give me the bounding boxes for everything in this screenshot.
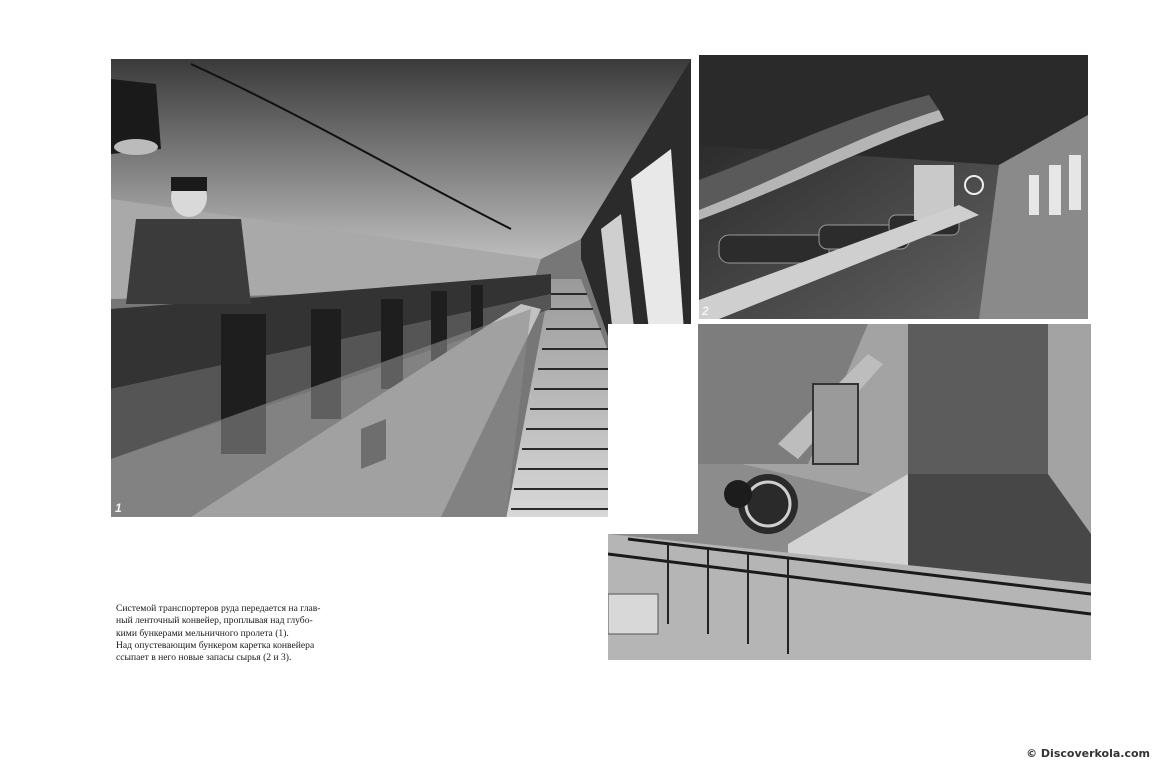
- watermark: © Discoverkola.com: [1026, 747, 1150, 760]
- caption-line: Системой транспортеров руда передается на глав-: [116, 603, 321, 614]
- caption-line: ный ленточный конвейер, проплывая над глубо-: [116, 615, 313, 627]
- photo-conveyor-belt: [699, 55, 1088, 319]
- tripper-carriage-image: [608, 324, 1091, 660]
- conveyor-belt-image: [699, 55, 1088, 319]
- photo-tripper-carriage: [608, 324, 1091, 660]
- photo-caption: [116, 603, 358, 664]
- caption-line: ссыпает в него новые запасы сырья (2 и 3).: [116, 652, 292, 664]
- photo-number: 1: [115, 501, 122, 515]
- conveyor-gallery-image: [111, 59, 691, 517]
- caption-line: Над опустевающим бункером каретка конвейера: [116, 639, 315, 651]
- photo-conveyor-gallery: [111, 59, 691, 517]
- photo-number: 2: [702, 304, 709, 318]
- caption-line: кими бункерами мельничного пролета (1).: [116, 627, 289, 639]
